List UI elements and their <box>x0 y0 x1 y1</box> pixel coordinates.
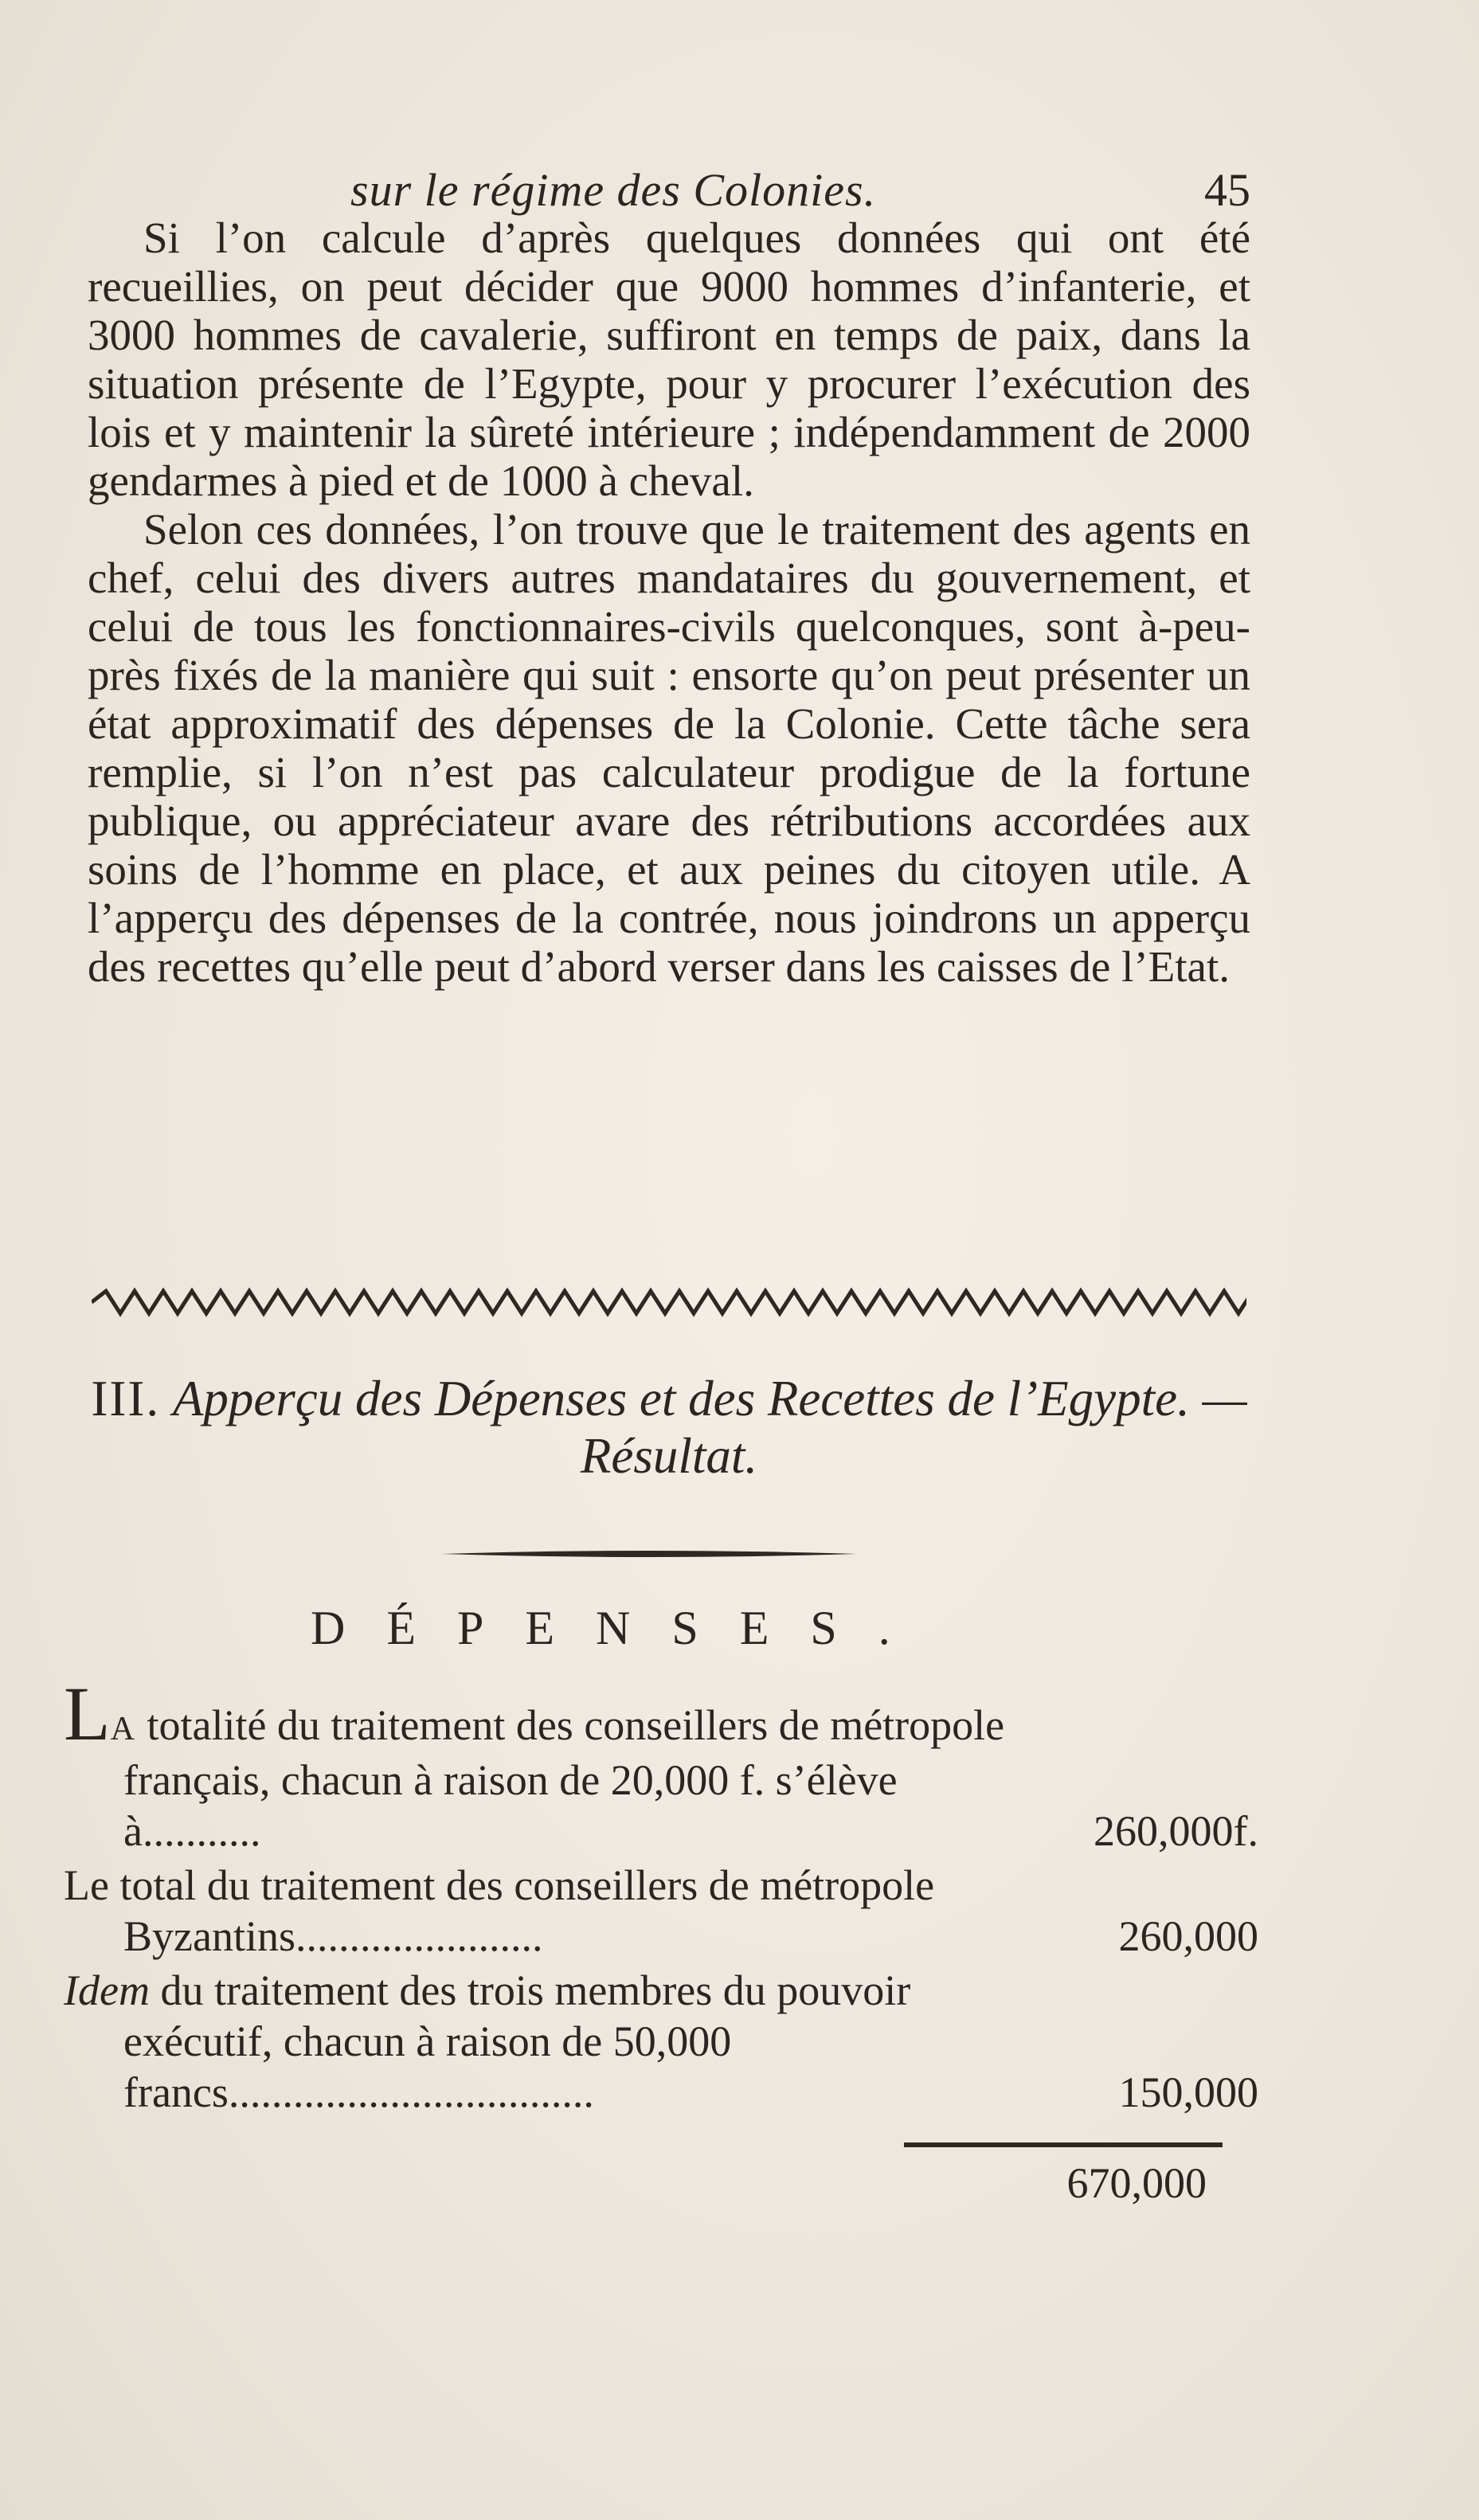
expense-text: du traitement des trois membres du pouvoir exécutif, chacun à raison de 50,000 francs.................................. <box>123 1966 911 2116</box>
ornamental-rule <box>442 1549 856 1559</box>
expenses-list <box>64 1671 1258 2118</box>
page-header <box>96 163 1250 219</box>
body-text <box>88 213 1250 991</box>
page-number: 45 <box>1204 164 1250 216</box>
expense-amount: 260,000f. <box>1094 1807 1258 1855</box>
expense-entry <box>64 1860 1258 1962</box>
section-number: III. <box>91 1371 161 1426</box>
expense-amount: 260,000 <box>1118 1912 1258 1960</box>
wavy-ornament-divider <box>92 1282 1246 1322</box>
expense-text: totalité du traitement des conseillers de métropole français, chacun à raison de 20,000 f. s’élève à........... <box>123 1701 1005 1855</box>
expense-entry <box>64 1965 1258 2118</box>
expense-amount: 150,000 <box>1118 2068 1258 2116</box>
section-title: Apperçu des Dépenses et des Recettes de l’Egypte. — Résultat. <box>172 1371 1247 1484</box>
expenses-total: 670,000 <box>1066 2159 1207 2207</box>
expense-description: Le total du traitement des conseillers de métropole Byzantins....................... <box>64 1861 935 1960</box>
paragraph: Si l’on calcule d’après quelques données qui ont été recueillies, on peut décider que 9000 hommes d’infanterie, et 3000 hommes de cavalerie, suffiront en temps de paix, dans la situation présente de l’Egypte, pour y procurer l’exécution des lois et y maintenir la sûreté intérieure ; indépendamment de 2000 gendarmes à pied et de 1000 à cheval. <box>88 213 1250 505</box>
drop-cap: L <box>64 1671 111 1756</box>
small-caps: A <box>110 1711 136 1747</box>
expense-description <box>64 1671 1015 1857</box>
running-title: sur le régime des Colonies. <box>350 164 877 216</box>
paragraph: Selon ces données, l’on trouve que le traitement des agents en chef, celui des divers autres mandataires du gouvernement, et celui de tous les fonctionnaires-civils quelconques, sont à-peu-près fixés de la manière qui suit : ensorte qu’on peut présenter un état approximatif des dépenses de la Colonie. Cette tâche sera remplie, si l’on n’est pas calculateur prodigue de la fortune publique, ou appréciateur avare des rétributions accordées aux soins de l’homme en place, et aux peines du citoyen utile. A l’apperçu des dépenses de la contrée, nous joindrons un apperçu des recettes qu’elle peut d’abord verser dans les caisses de l’Etat. <box>88 505 1250 991</box>
expense-description <box>64 1965 1015 2118</box>
idem-label: Idem <box>64 1966 150 2014</box>
total-rule <box>904 2142 1223 2147</box>
depenses-heading: DÉPENSES. <box>311 1602 932 1654</box>
section-heading <box>80 1370 1258 1485</box>
expense-entry <box>64 1671 1258 1857</box>
